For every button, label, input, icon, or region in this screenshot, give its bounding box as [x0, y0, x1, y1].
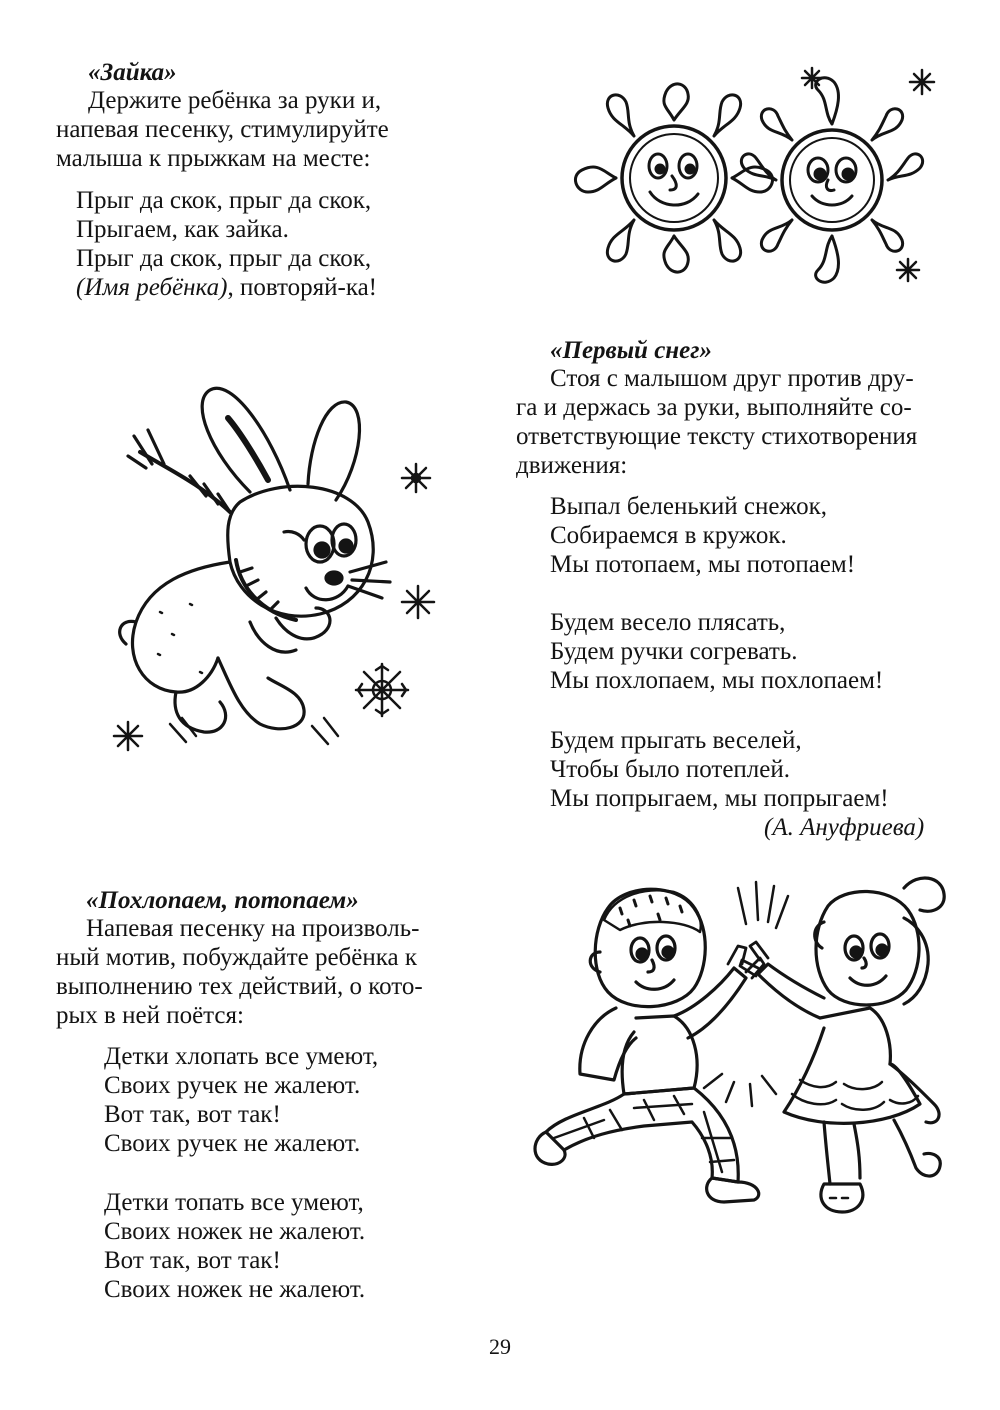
- perviy-sneg-intro-line: Стоя с малышом друг против дру-: [550, 365, 914, 392]
- perviy-sneg-intro-line: движения:: [516, 452, 628, 479]
- perviy-sneg-intro-line: ответствующие тексту стихотворения: [516, 423, 918, 450]
- pokhlopaem-verse-line: Вот так, вот так!: [104, 1247, 281, 1274]
- zaika-title: «Зайка»: [88, 59, 177, 86]
- pokhlopaem-verse-line: Вот так, вот так!: [104, 1101, 281, 1128]
- zaika-intro-line: Держите ребёнка за руки и,: [88, 87, 382, 114]
- perviy-sneg-author: (А. Ануфриева): [764, 814, 925, 841]
- pokhlopaem-intro-line: рых в ней поётся:: [56, 1002, 244, 1029]
- zaika-verse-line: Прыг да скок, прыг да скок,: [76, 245, 372, 272]
- perviy-sneg-verse-line: Мы попрыгаем, мы попрыгаем!: [550, 785, 889, 812]
- child-name-placeholder: (Имя ребёнка): [76, 274, 228, 301]
- dancing-children-illustration: [524, 868, 964, 1248]
- pokhlopaem-title: «Похлопаем, потопаем»: [86, 887, 359, 914]
- perviy-sneg-verse-line: Мы похлопаем, мы похлопаем!: [550, 667, 884, 694]
- bunny-illustration: [100, 372, 450, 782]
- zaika-intro-line: малыша к прыжкам на месте:: [56, 145, 371, 172]
- pokhlopaem-verse-line: Детки топать все умеют,: [104, 1189, 364, 1216]
- perviy-sneg-verse-line: Будем прыгать веселей,: [550, 727, 802, 754]
- zaika-verse-rest: , повторяй-ка!: [227, 274, 378, 301]
- pokhlopaem-verse-line: Своих ручек не жалеют.: [104, 1072, 361, 1099]
- pokhlopaem-verse-line: Своих ручек не жалеют.: [104, 1130, 361, 1157]
- perviy-sneg-verse-line: Выпал беленький снежок,: [550, 493, 828, 520]
- perviy-sneg-title: «Первый снег»: [550, 337, 713, 364]
- pokhlopaem-intro-line: ный мотив, побуждайте ребёнка к: [56, 944, 418, 971]
- perviy-sneg-verse-line: Чтобы было потеплей.: [550, 756, 791, 783]
- perviy-sneg-intro-line: га и держась за руки, выполняйте со-: [516, 394, 912, 421]
- zaika-intro-line: напевая песенку, стимулируйте: [56, 116, 389, 143]
- snowflake-suns-illustration: [556, 56, 946, 296]
- perviy-sneg-verse-line: Мы потопаем, мы потопаем!: [550, 551, 856, 578]
- pokhlopaem-intro-line: выполнению тех действий, о кото-: [56, 973, 423, 1000]
- pokhlopaem-verse-line: Детки хлопать все умеют,: [104, 1043, 379, 1070]
- pokhlopaem-verse-line: Своих ножек не жалеют.: [104, 1276, 366, 1303]
- perviy-sneg-verse-line: Собираемся в кружок.: [550, 522, 787, 549]
- page-number: 29: [489, 1334, 511, 1359]
- perviy-sneg-verse-line: Будем ручки согревать.: [550, 638, 798, 665]
- perviy-sneg-verse-line: Будем весело плясать,: [550, 609, 786, 636]
- zaika-verse-line: Прыгаем, как зайка.: [76, 216, 289, 243]
- pokhlopaem-intro-line: Напевая песенку на произволь-: [86, 915, 420, 942]
- zaika-verse-last-line: [76, 273, 377, 303]
- zaika-verse-line: Прыг да скок, прыг да скок,: [76, 187, 372, 214]
- pokhlopaem-verse-line: Своих ножек не жалеют.: [104, 1218, 366, 1245]
